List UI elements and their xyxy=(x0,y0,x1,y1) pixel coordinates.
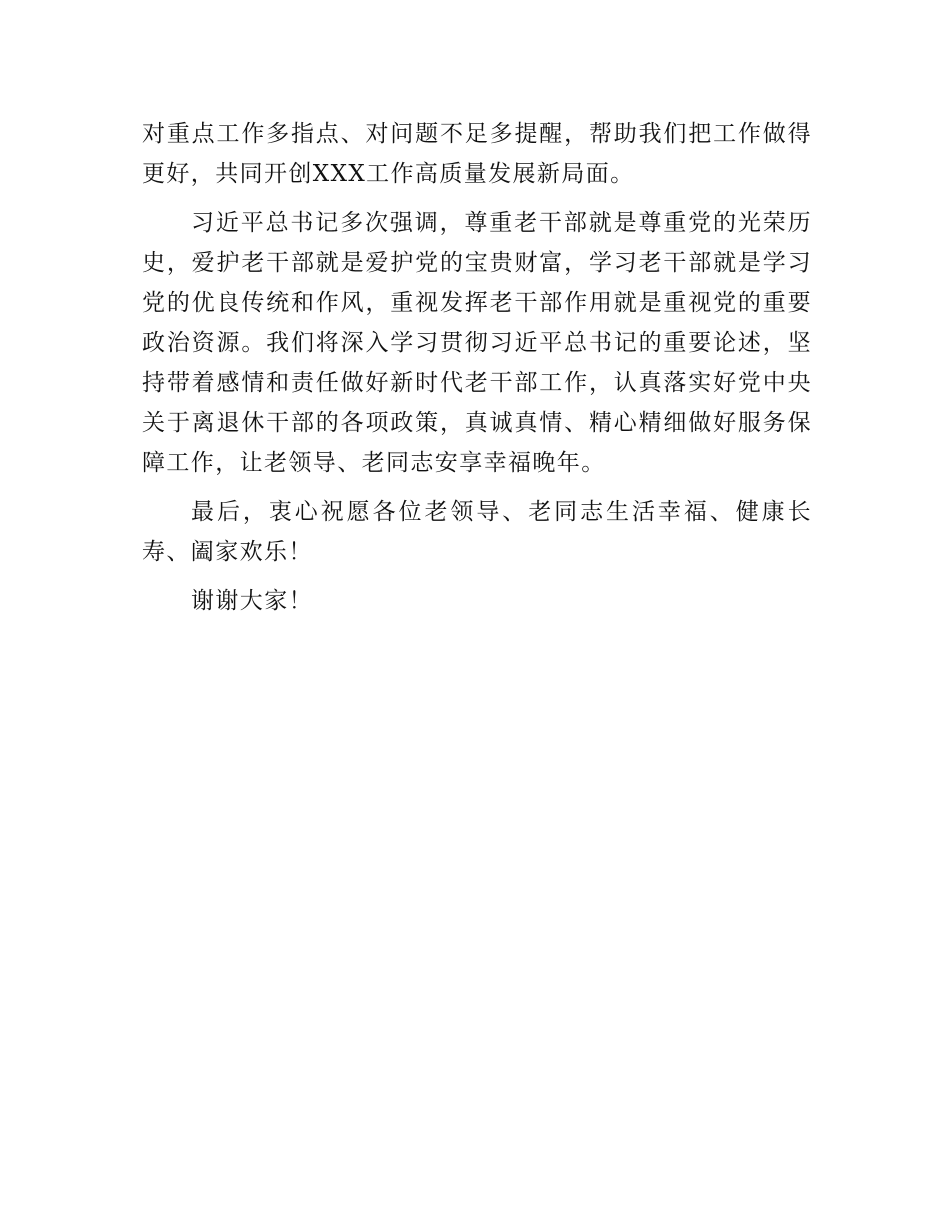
paragraph-veteran-cadres: 习近平总书记多次强调，尊重老干部就是尊重党的光荣历史，爱护老干部就是爱护党的宝贵财富，学习老干部就是学习党的优良传统和作风，重视发挥老干部作用就是重视党的重要政治资源。我们将深入学习贯彻习近平总书记的重要论述，坚持带着感情和责任做好新时代老干部工作，认真落实好党中央关于离退休干部的各项政策，真诚真情、精心精细做好服务保障工作，让老领导、老同志安享幸福晚年。 xyxy=(142,210,812,476)
paragraph-continuation: 对重点工作多指点、对问题不足多提醒，帮助我们把工作做得更好，共同开创XXX工作高质量发展新局面。 xyxy=(142,121,812,187)
paragraph-thanks: 谢谢大家！ xyxy=(191,588,313,614)
document-body xyxy=(142,114,812,621)
paragraph-closing-wishes: 最后，衷心祝愿各位老领导、老同志生活幸福、健康长寿、阖家欢乐！ xyxy=(142,499,812,565)
